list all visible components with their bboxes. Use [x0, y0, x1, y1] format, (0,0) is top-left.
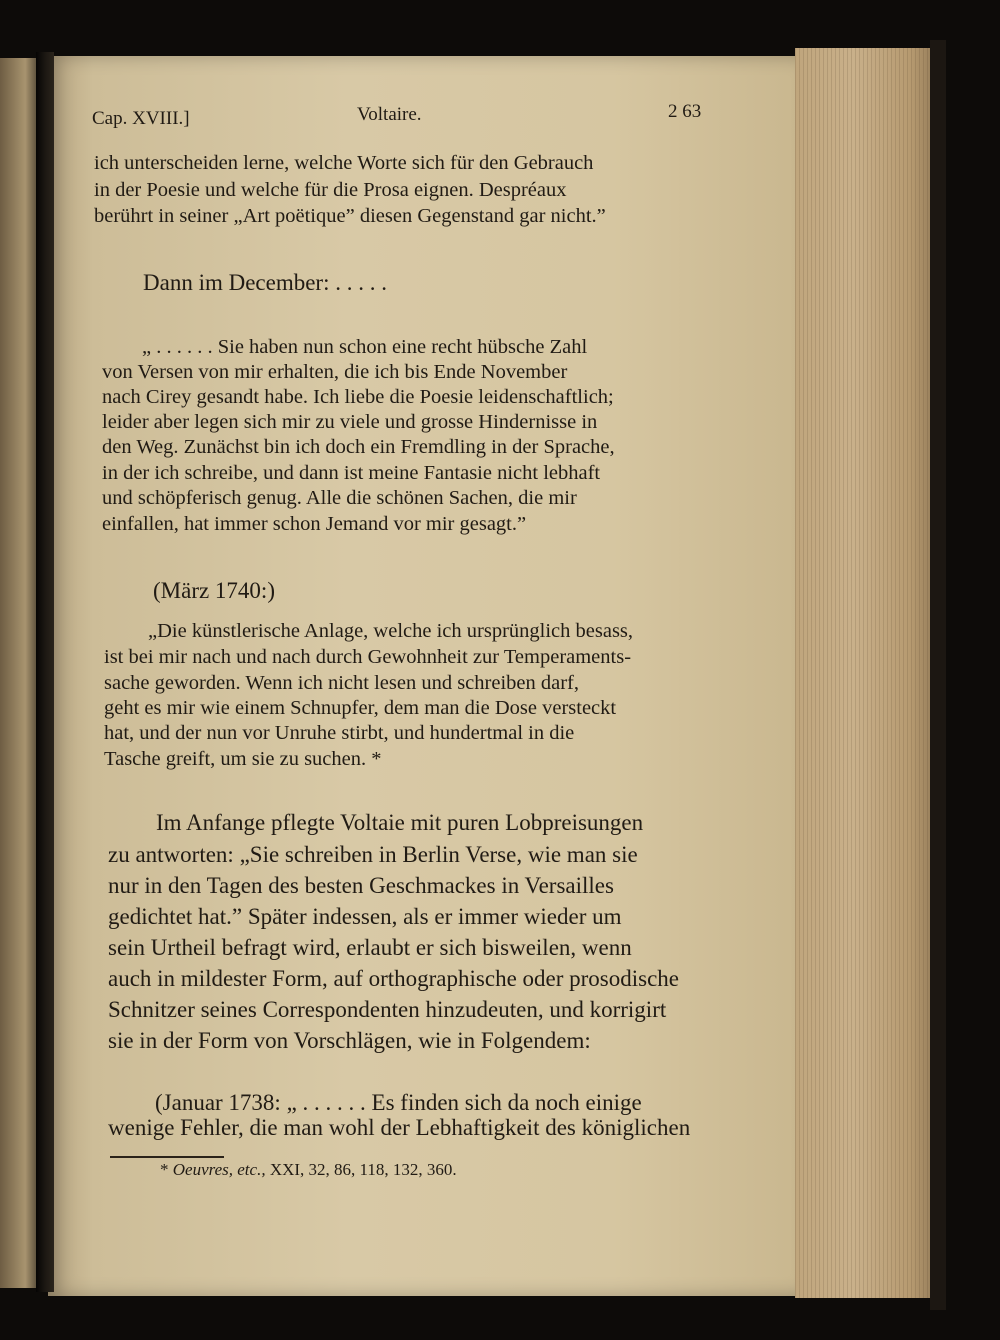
page-fore-edge [795, 48, 940, 1298]
text-line: wenige Fehler, die man wohl der Lebhaftigkeit des königlichen [108, 1115, 691, 1140]
footnote-work: Oeuvres, etc., [172, 1160, 266, 1179]
footnote-refs: XXI, 32, 86, 118, 132, 360. [269, 1160, 457, 1179]
text-line: sein Urtheil befragt wird, erlaubt er sich bisweilen, wenn [108, 935, 632, 960]
text-line: sache geworden. Wenn ich nicht lesen und schreiben darf, [104, 672, 579, 694]
text-line: in der Poesie und welche für die Prosa eignen. Despréaux [94, 179, 567, 201]
text-line: ich unterscheiden lerne, welche Worte sich für den Gebrauch [94, 152, 594, 174]
section-heading: (März 1740:) [153, 578, 275, 603]
text-line: und schöpferisch genug. Alle die schönen Sachen, die mir [102, 487, 577, 509]
cover-edge [930, 40, 946, 1310]
text-line: hat, und der nun vor Unruhe stirbt, und hundertmal in die [104, 722, 575, 744]
footnote-marker: * [160, 1160, 169, 1179]
text-line: nur in den Tagen des besten Geschmackes in Versailles [108, 873, 614, 898]
text-line: leider aber legen sich mir zu viele und grosse Hindernisse in [102, 411, 598, 433]
text-line: nach Cirey gesandt habe. Ich liebe die Poesie leidenschaftlich; [102, 386, 614, 408]
text-line: in der ich schreibe, und dann ist meine Fantasie nicht lebhaft [102, 462, 601, 484]
text-line: gedichtet hat.” Später indessen, als er immer wieder um [108, 904, 622, 929]
text-line: zu antworten: „Sie schreiben in Berlin Verse, wie man sie [108, 842, 638, 867]
text-line: Schnitzer seines Correspondenten hinzudeuten, und korrigirt [108, 997, 667, 1022]
footnote [160, 1160, 457, 1180]
text-line: auch in mildester Form, auf orthographische oder prosodische [108, 966, 680, 991]
running-title: Voltaire. [357, 104, 422, 125]
footnote-rule [110, 1156, 224, 1158]
text-line: einfallen, hat immer schon Jemand vor mir gesagt.” [102, 513, 527, 535]
page-number: 2 63 [668, 101, 702, 122]
text-line: Tasche greift, um sie zu suchen. * [104, 748, 382, 770]
text-line: geht es mir wie einem Schnupfer, dem man die Dose versteckt [104, 697, 617, 719]
section-heading: Dann im December: . . . . . [143, 270, 387, 295]
text-line: „ . . . . . . Sie haben nun schon eine recht hübsche Zahl [142, 336, 588, 358]
text-line: „Die künstlerische Anlage, welche ich ursprünglich besass, [148, 620, 634, 642]
text-line: ist bei mir nach und nach durch Gewohnheit zur Temperaments- [104, 646, 632, 668]
book-spine [36, 52, 54, 1292]
chapter-header: Cap. XVIII.] [92, 108, 190, 129]
text-line: (Januar 1738: „ . . . . . . Es finden sich da noch einige [155, 1090, 642, 1115]
text-line: sie in der Form von Vorschlägen, wie in Folgendem: [108, 1028, 591, 1053]
text-line: berührt in seiner „Art poëtique” diesen Gegenstand gar nicht.” [94, 205, 606, 227]
text-line: Im Anfange pflegte Voltaie mit puren Lobpreisungen [156, 810, 644, 835]
text-line: den Weg. Zunächst bin ich doch ein Fremdling in der Sprache, [102, 436, 615, 458]
text-line: von Versen von mir erhalten, die ich bis Ende November [102, 361, 568, 383]
